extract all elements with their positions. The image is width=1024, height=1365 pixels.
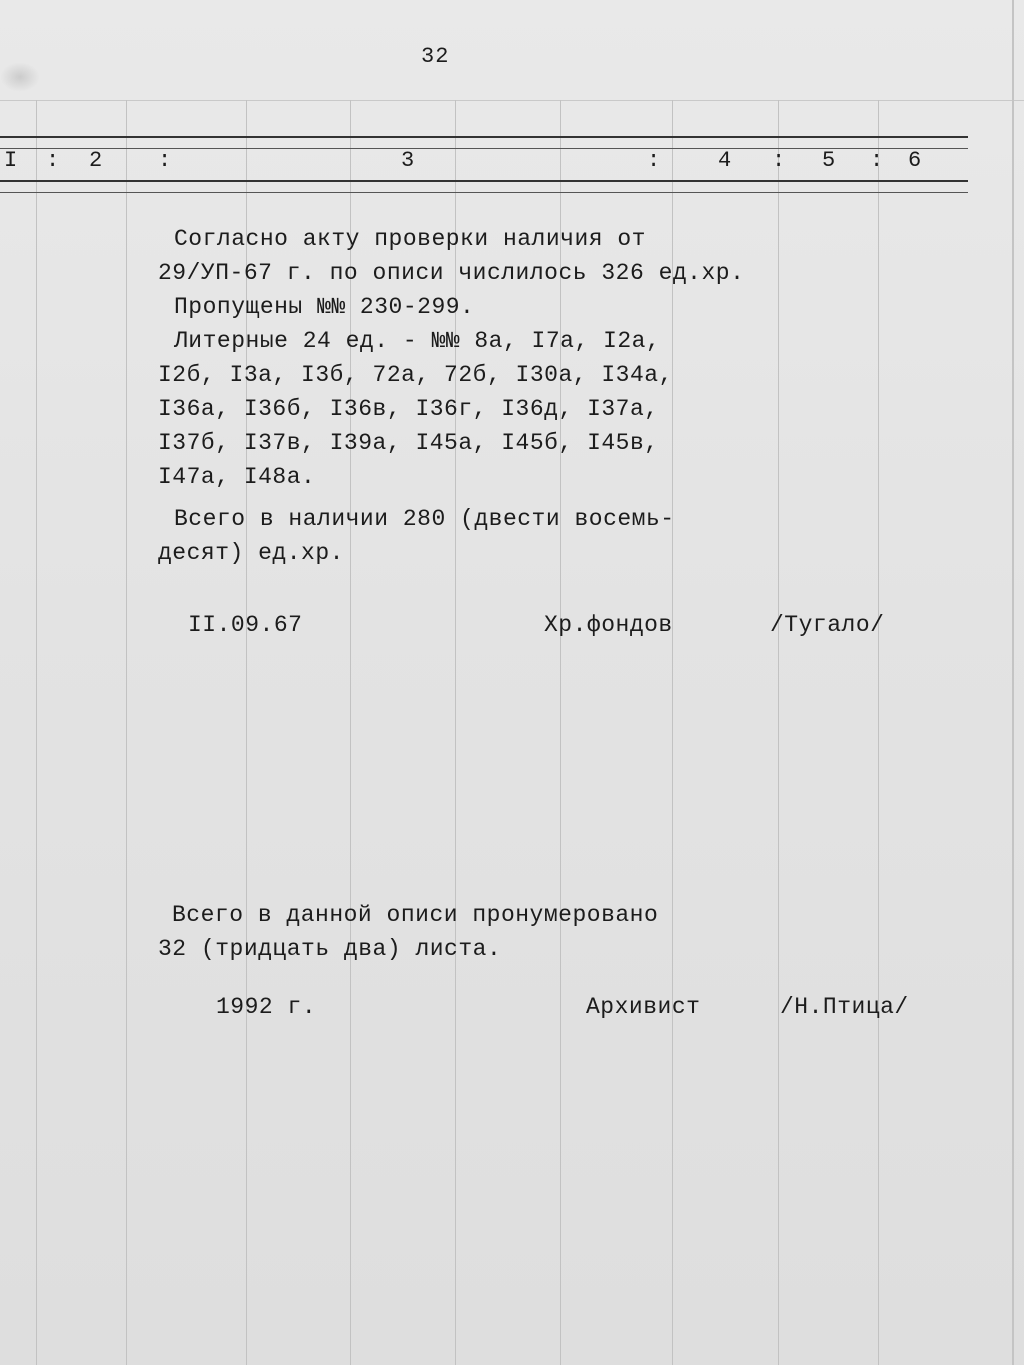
signature-name: /Тугало/ — [770, 612, 885, 638]
faint-top-rule — [0, 100, 1024, 101]
signature-date: II.09.67 — [188, 612, 303, 638]
column-separator: : — [46, 148, 60, 173]
column-guide-line — [126, 100, 127, 1365]
text-line: Литерные 24 ед. - №№ 8а, I7а, I2а, — [174, 328, 661, 354]
header-rule-top — [0, 136, 968, 138]
text-line: I47а, I48а. — [158, 464, 316, 490]
ghost-mark — [0, 62, 40, 92]
header-rule-bottom — [0, 180, 968, 182]
text-line: Всего в данной описи пронумеровано — [172, 902, 659, 928]
text-line: Пропущены №№ 230-299. — [174, 294, 475, 320]
column-guide-line — [36, 100, 37, 1365]
column-separator: : — [870, 148, 884, 173]
page-edge — [1012, 0, 1014, 1365]
text-line: I2б, I3а, I3б, 72а, 72б, I30а, I34а, — [158, 362, 673, 388]
column-guide-line — [878, 100, 879, 1365]
header-rule-bottom-inner — [0, 192, 968, 193]
column-number-6: 6 — [908, 148, 922, 173]
text-line: 29/УП-67 г. по описи числилось 326 ед.хр. — [158, 260, 745, 286]
column-number-3: 3 — [401, 148, 415, 173]
text-line: 32 (тридцать два) листа. — [158, 936, 502, 962]
column-separator: : — [772, 148, 786, 173]
signature-role: Хр.фондов — [544, 612, 673, 638]
column-number-1: I — [4, 148, 18, 173]
text-line: I37б, I37в, I39а, I45а, I45б, I45в, — [158, 430, 659, 456]
text-line: Всего в наличии 280 (двести восемь- — [174, 506, 675, 532]
column-number-5: 5 — [822, 148, 836, 173]
column-guide-line — [778, 100, 779, 1365]
signature-date: 1992 г. — [216, 994, 317, 1020]
column-separator: : — [647, 148, 661, 173]
column-number-2: 2 — [89, 148, 103, 173]
text-line: Согласно акту проверки наличия от — [174, 226, 646, 252]
column-number-4: 4 — [718, 148, 732, 173]
signature-role: Архивист — [586, 994, 701, 1020]
text-line: десят) ед.хр. — [158, 540, 344, 566]
text-line: I36а, I36б, I36в, I36г, I36д, I37а, — [158, 396, 659, 422]
signature-name: /Н.Птица/ — [780, 994, 909, 1020]
page-number: 32 — [421, 44, 450, 69]
column-separator: : — [158, 148, 172, 173]
